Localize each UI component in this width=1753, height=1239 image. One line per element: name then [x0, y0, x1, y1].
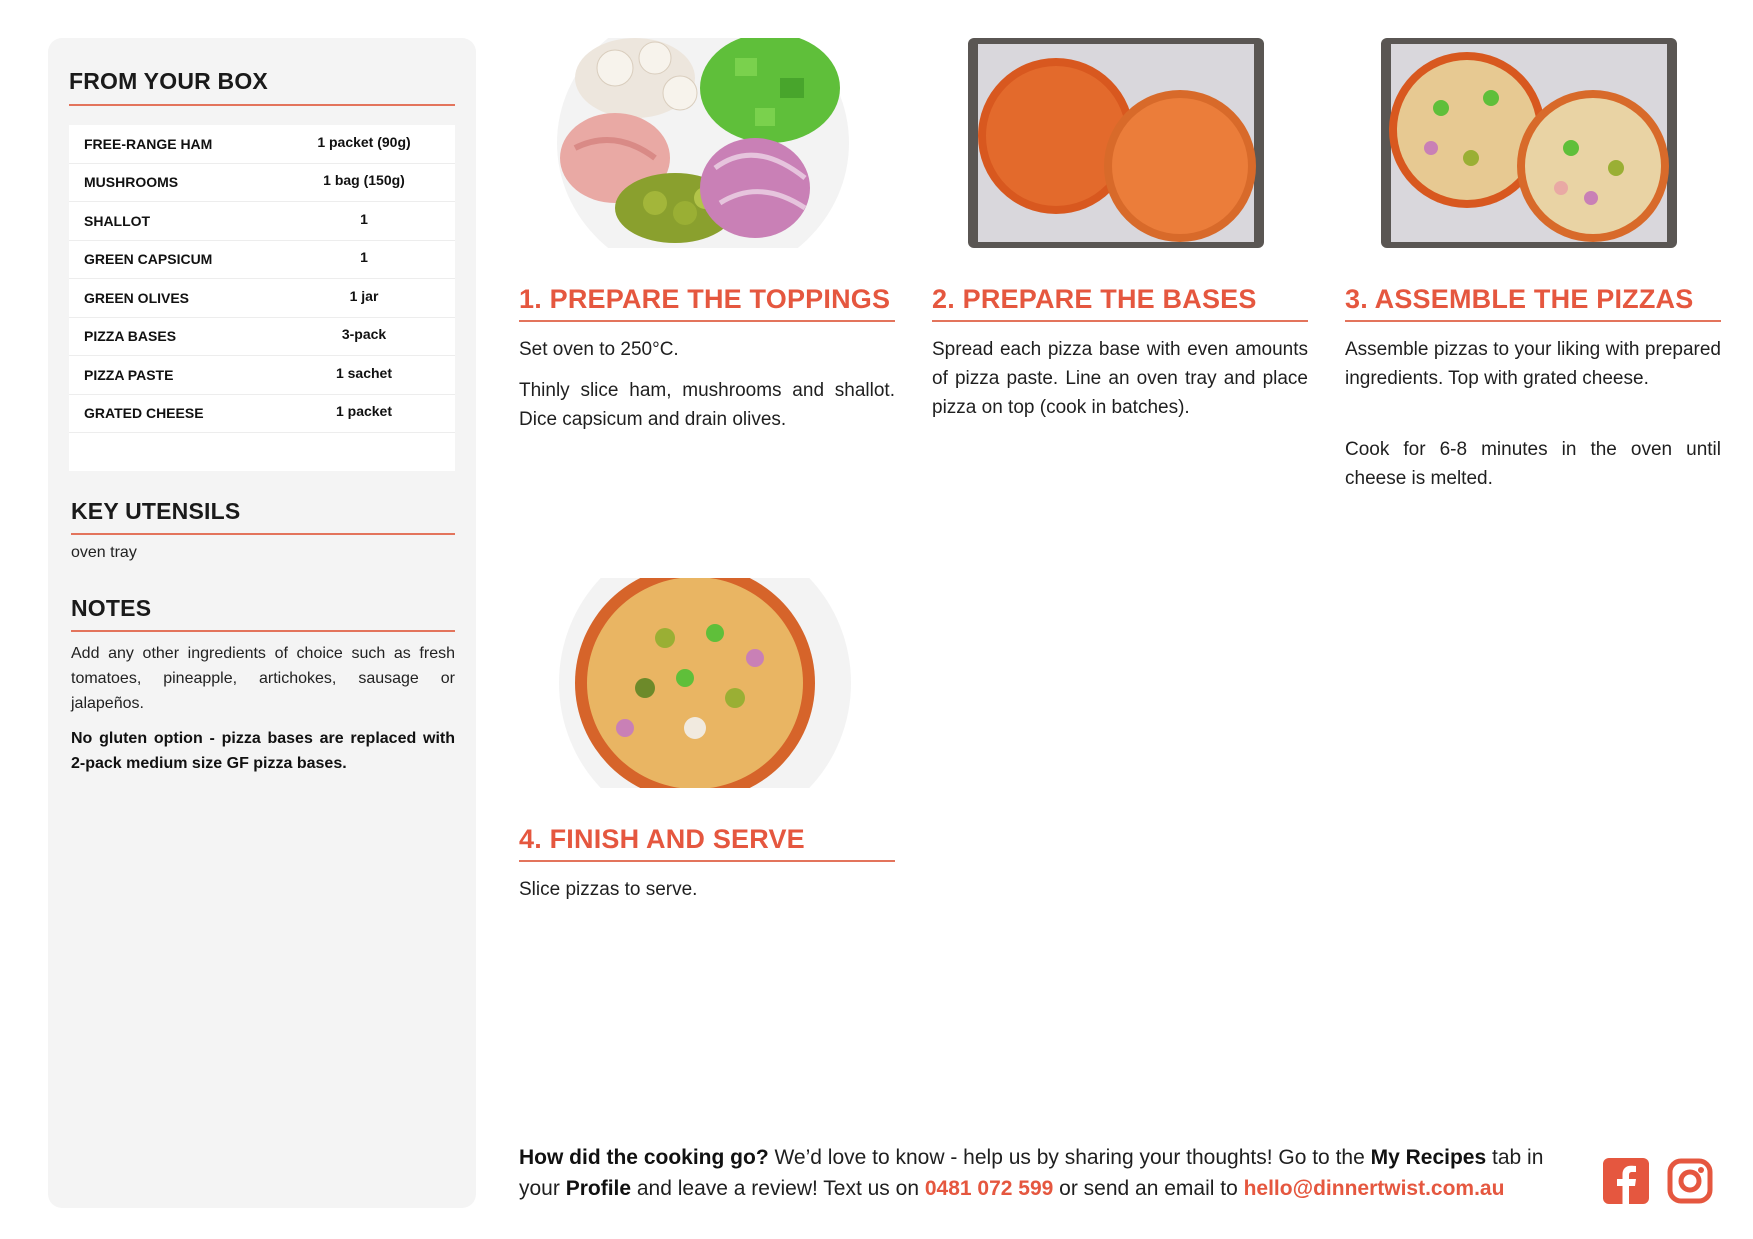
- step-4: [519, 578, 895, 918]
- footer-text: or send an email to: [1053, 1177, 1244, 1200]
- step-divider: [1345, 320, 1721, 322]
- served-pizza-photo: [555, 578, 851, 788]
- ingredient-qty: 1 packet: [335, 403, 393, 420]
- step-text: Cook for 6-8 minutes in the oven until cheese is melted.: [1345, 439, 1721, 489]
- step-divider: [519, 860, 895, 862]
- utensils-list: oven tray: [71, 544, 137, 561]
- notes-title: NOTES: [71, 595, 152, 621]
- instagram-icon[interactable]: [1667, 1158, 1713, 1204]
- ingredient-name: MUSHROOMS: [84, 174, 179, 191]
- step-text: Set oven to 250°C.: [519, 339, 679, 360]
- table-row: [69, 279, 455, 318]
- table-row: [69, 164, 455, 203]
- ingredient-qty: 1 sachet: [335, 364, 393, 381]
- ingredient-qty: 1: [360, 249, 368, 266]
- bases-photo: [968, 38, 1264, 248]
- step-title: 3. ASSEMBLE THE PIZZAS: [1345, 284, 1694, 314]
- section-divider: [71, 630, 455, 632]
- toppings-photo: [555, 38, 851, 248]
- notes-text: Add any other ingredients of choice such as fresh tomatoes, pineapple, artichokes, sausage or jalapeños.: [71, 645, 455, 712]
- step-text: Spread each pizza base with even amounts of pizza paste. Line an oven tray and place pizza on top (cook in batches).: [932, 339, 1308, 418]
- feedback-footer: [519, 1142, 1579, 1204]
- table-row: [69, 125, 455, 164]
- footer-question: How did the cooking go?: [519, 1146, 769, 1169]
- ingredient-qty: 1: [360, 210, 368, 227]
- ingredient-qty: 1 packet (90g): [317, 133, 411, 150]
- step-title: 2. PREPARE THE BASES: [932, 284, 1257, 314]
- email-link[interactable]: hello@dinnertwist.com.au: [1243, 1177, 1505, 1200]
- ingredients-table: [69, 125, 455, 471]
- table-row: [69, 318, 455, 357]
- sidebar-panel: [48, 38, 476, 1208]
- my-recipes-link[interactable]: My Recipes: [1370, 1146, 1487, 1169]
- from-your-box-title: FROM YOUR BOX: [69, 68, 268, 94]
- step-title: 4. FINISH AND SERVE: [519, 824, 805, 854]
- ingredient-qty: 1 bag (150g): [323, 172, 405, 189]
- step-text: Slice pizzas to serve.: [519, 879, 698, 900]
- facebook-icon[interactable]: [1603, 1158, 1649, 1204]
- phone-link[interactable]: 0481 072 599: [924, 1177, 1054, 1200]
- footer-text: and leave a review! Text us on: [631, 1177, 925, 1200]
- step-divider: [932, 320, 1308, 322]
- step-3: [1345, 38, 1721, 498]
- ingredient-name: GREEN CAPSICUM: [84, 251, 213, 268]
- ingredient-qty: 3-pack: [341, 326, 387, 343]
- table-row: [69, 395, 455, 434]
- table-row: [69, 356, 455, 395]
- ingredient-name: PIZZA PASTE: [84, 366, 174, 383]
- footer-text: We’d love to know - help us by sharing your thoughts! Go to the: [768, 1146, 1371, 1169]
- step-1: [519, 38, 895, 458]
- key-utensils-title: KEY UTENSILS: [71, 498, 241, 524]
- step-text: Assemble pizzas to your liking with prepared ingredients. Top with grated cheese.: [1345, 339, 1721, 389]
- assemble-photo: [1381, 38, 1677, 248]
- gluten-note: No gluten option - pizza bases are replaced with 2-pack medium size GF pizza bases.: [71, 730, 455, 772]
- step-text: Thinly slice ham, mushrooms and shallot. Dice capsicum and drain olives.: [519, 380, 895, 430]
- step-title: 1. PREPARE THE TOPPINGS: [519, 284, 891, 314]
- table-row: [69, 202, 455, 241]
- profile-link[interactable]: Profile: [565, 1177, 632, 1200]
- ingredient-name: PIZZA BASES: [84, 328, 177, 345]
- step-2: [932, 38, 1308, 458]
- ingredient-name: GREEN OLIVES: [84, 289, 190, 306]
- footer-text: tab in your: [519, 1146, 1544, 1200]
- ingredient-name: GRATED CHEESE: [84, 405, 204, 422]
- section-divider: [71, 533, 455, 535]
- ingredient-qty: 1 jar: [349, 287, 379, 304]
- ingredient-name: SHALLOT: [84, 212, 151, 229]
- section-divider: [69, 104, 455, 106]
- table-row: [69, 241, 455, 280]
- step-divider: [519, 320, 895, 322]
- ingredient-name: FREE-RANGE HAM: [84, 135, 213, 152]
